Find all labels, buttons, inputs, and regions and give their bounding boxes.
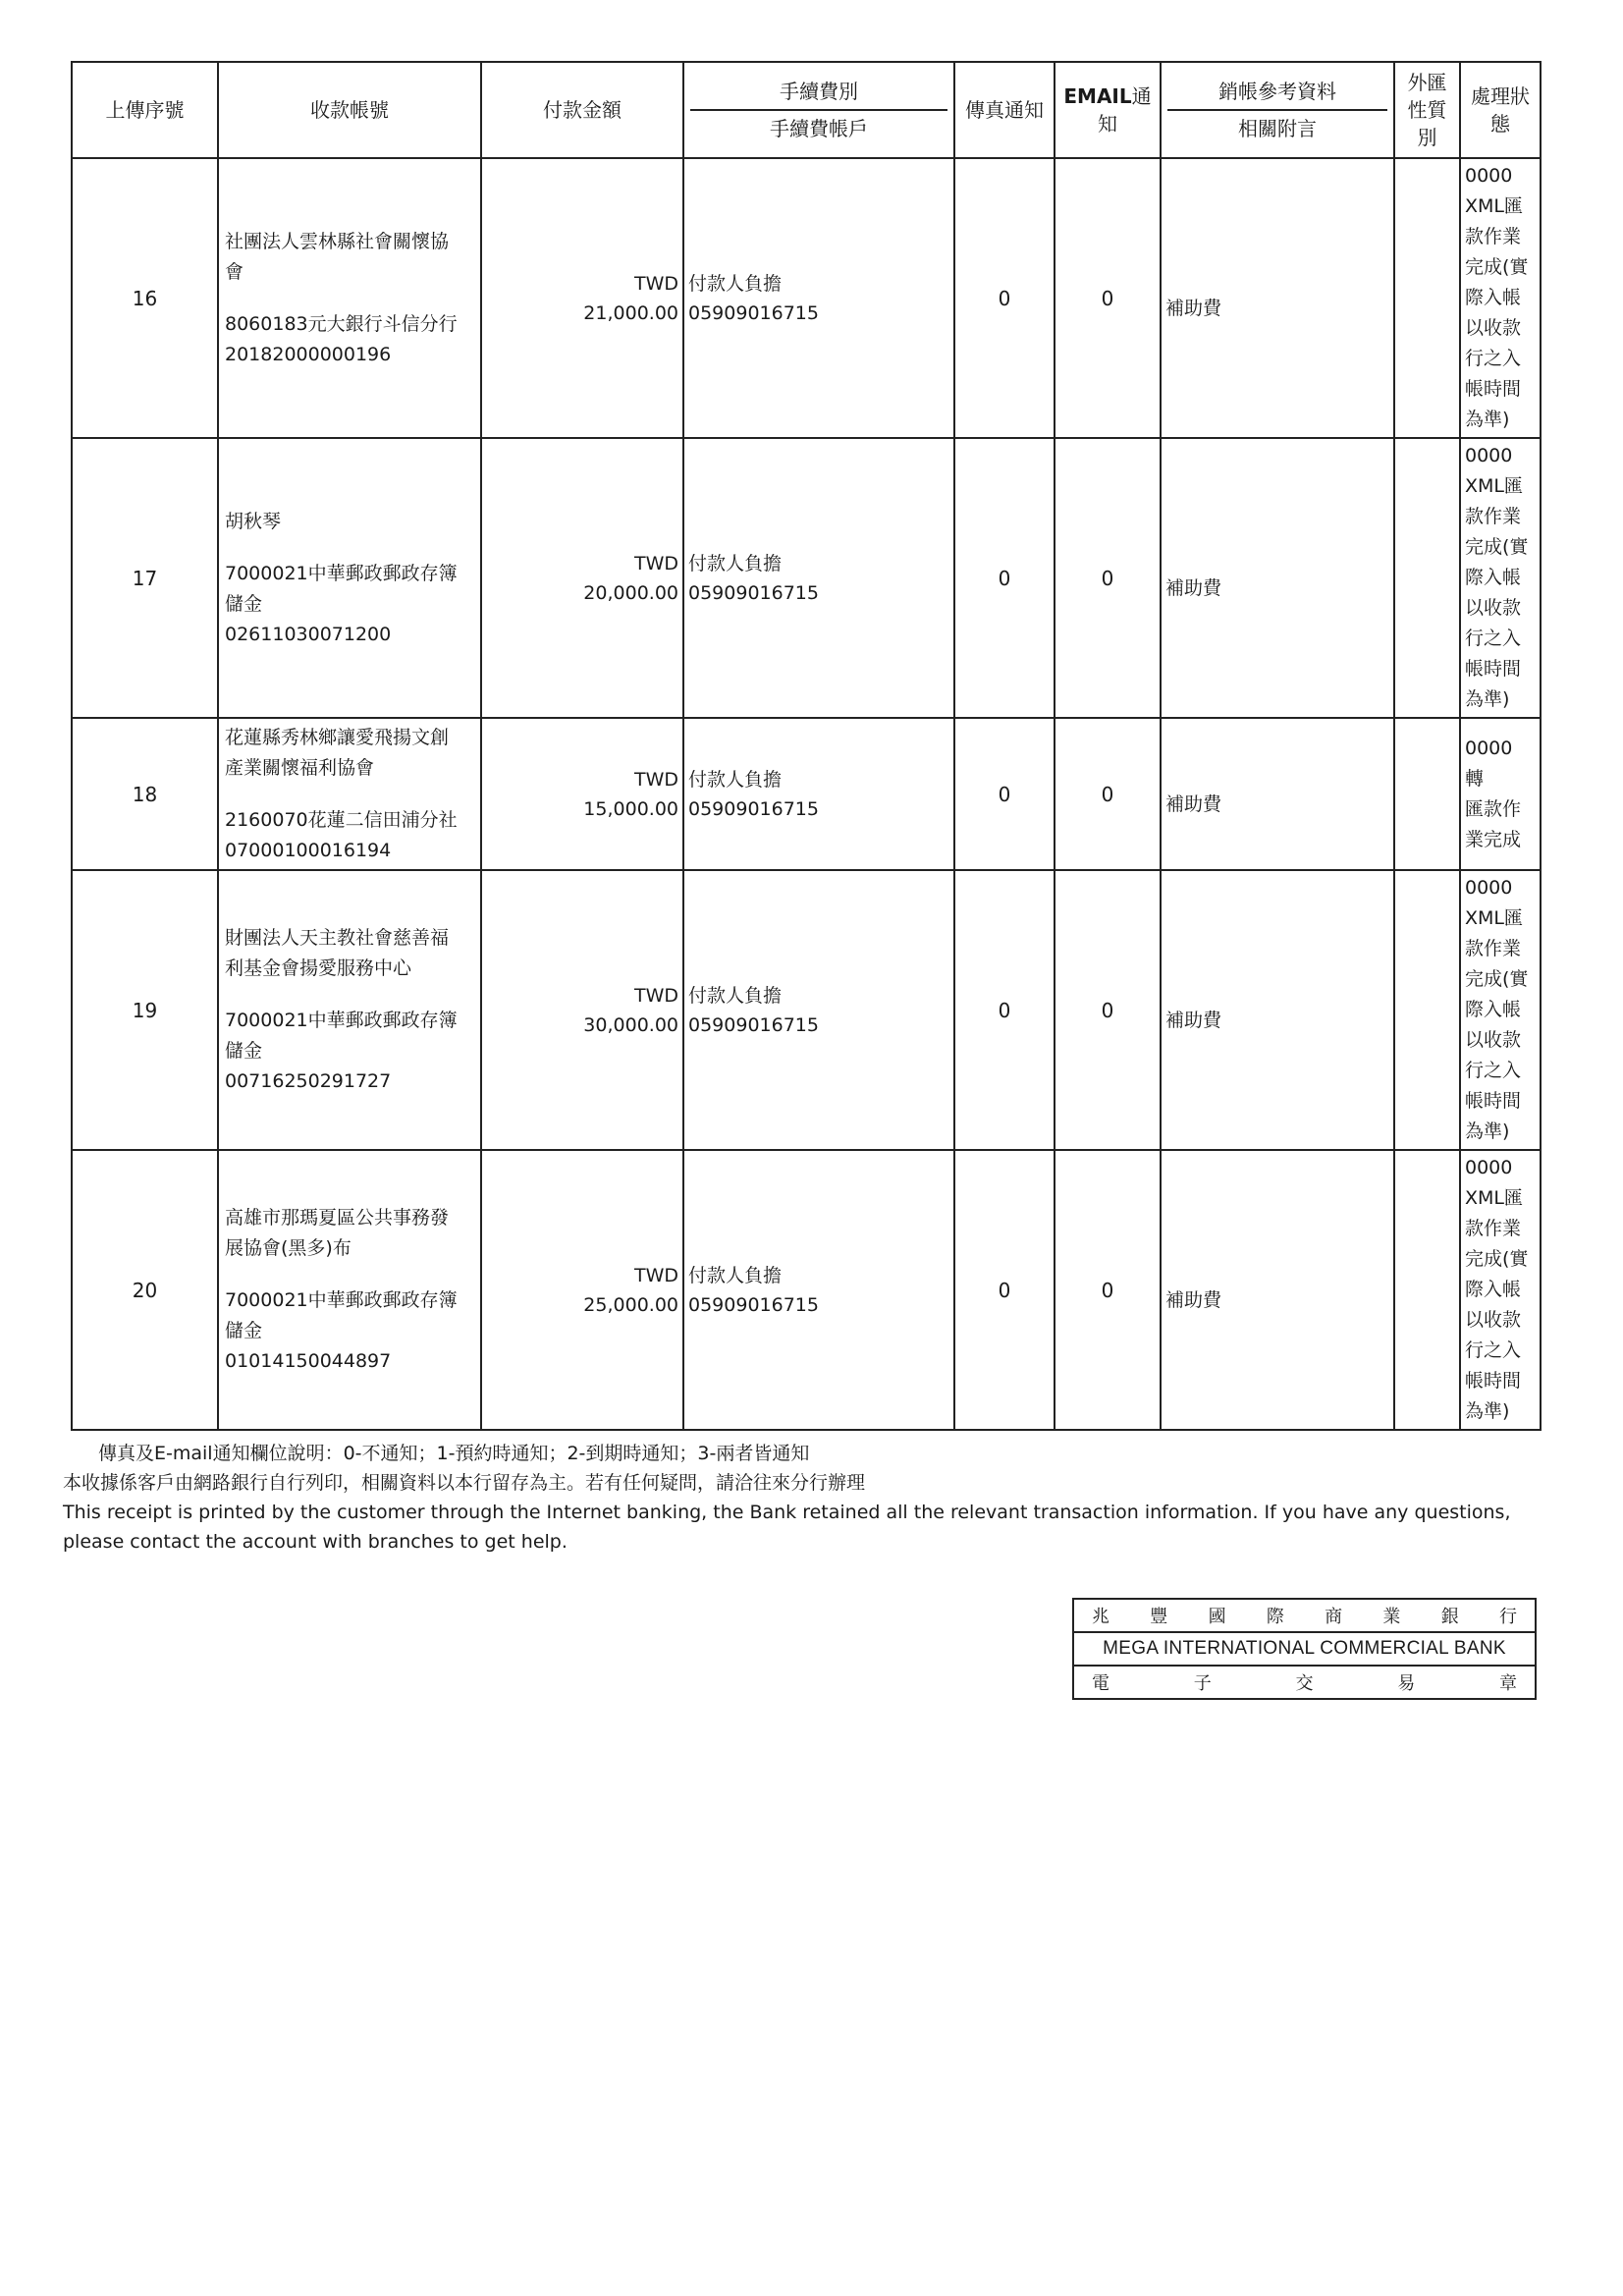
fee-account: 05909016715	[688, 1293, 819, 1316]
col-email	[1055, 62, 1161, 158]
table-header	[72, 62, 1541, 158]
email-notify-cell: 0	[1055, 438, 1161, 718]
currency: TWD	[633, 552, 678, 574]
payee-bank-line1: 2160070花蓮二信田浦分社	[225, 808, 458, 831]
status-line: 際入帳	[1465, 287, 1522, 308]
payee-bank-line1: 7000021中華郵政郵政存簿	[225, 562, 458, 584]
payee-cell	[218, 438, 481, 718]
currency: TWD	[633, 768, 678, 791]
col-fax: 傳真通知	[954, 62, 1055, 158]
status-line: XML匯	[1465, 475, 1523, 497]
footnotes	[63, 1439, 1536, 1557]
status-line: 款作業	[1465, 226, 1522, 247]
stamp-char: 商	[1325, 1607, 1343, 1627]
fee-account: 05909016715	[688, 797, 819, 820]
status-cell	[1460, 158, 1541, 438]
status-line: 帳時間	[1465, 1090, 1522, 1112]
fax-notify-cell: 0	[954, 718, 1055, 870]
fax-notify-cell: 0	[954, 870, 1055, 1150]
disclaimer-en: This receipt is printed by the customer through the Internet banking, the Bank retained all the relevant transaction information. If you have any questions, please contact the account with branches to get help.	[63, 1502, 1511, 1553]
fee-cell	[683, 438, 954, 718]
status-line: XML匯	[1465, 907, 1523, 929]
col-fx-1: 外匯	[1407, 71, 1447, 94]
col-status-2: 態	[1490, 112, 1510, 136]
payee-name-line1: 胡秋琴	[225, 510, 282, 532]
payee-name-line2: 展協會(黑多)布	[225, 1237, 352, 1259]
payee-bank-line1: 7000021中華郵政郵政存簿	[225, 1289, 458, 1311]
stamp-char: 交	[1295, 1673, 1314, 1694]
status-line: 0000 轉	[1465, 737, 1513, 790]
reference-cell: 補助費	[1161, 158, 1394, 438]
col-fx	[1394, 62, 1460, 158]
table-row	[72, 1150, 1541, 1430]
payee-cell	[218, 870, 481, 1150]
payee-cell	[218, 1150, 481, 1430]
currency: TWD	[633, 272, 678, 295]
reference-cell: 補助費	[1161, 718, 1394, 870]
amount-cell	[481, 438, 683, 718]
fee-type: 付款人負擔	[688, 272, 783, 295]
col-fx-2: 性質	[1407, 98, 1447, 122]
status-line: 帳時間	[1465, 658, 1522, 680]
stamp-char: 銀	[1440, 1607, 1459, 1627]
status-line: 際入帳	[1465, 999, 1522, 1020]
stamp-char: 章	[1499, 1673, 1517, 1694]
col-status	[1460, 62, 1541, 158]
bank-electronic-stamp	[1072, 1598, 1537, 1700]
status-line: 0000	[1465, 165, 1513, 187]
payee-account-number: 07000100016194	[225, 839, 392, 861]
status-line: 完成(實	[1465, 968, 1529, 990]
fee-cell	[683, 718, 954, 870]
table-row	[72, 158, 1541, 438]
status-line: XML匯	[1465, 1187, 1523, 1209]
payee-name-line2: 利基金會揚愛服務中心	[225, 957, 412, 979]
status-line: 以收款	[1465, 317, 1522, 339]
seq-cell: 17	[72, 438, 218, 718]
col-ref	[1161, 62, 1394, 158]
status-line: 0000	[1465, 877, 1513, 899]
fee-account: 05909016715	[688, 1013, 819, 1036]
status-line: 以收款	[1465, 597, 1522, 619]
status-line: 為準)	[1465, 688, 1510, 710]
currency: TWD	[633, 1264, 678, 1286]
status-line: 完成(實	[1465, 256, 1529, 278]
table-row	[72, 718, 1541, 870]
email-notify-cell: 0	[1055, 870, 1161, 1150]
payee-name-line1: 花蓮縣秀林鄉讓愛飛揚文創	[225, 726, 450, 748]
fee-cell	[683, 158, 954, 438]
fax-notify-cell: 0	[954, 158, 1055, 438]
col-ref-top: 銷帳參考資料	[1167, 78, 1387, 111]
email-notify-cell: 0	[1055, 158, 1161, 438]
fee-cell	[683, 1150, 954, 1430]
stamp-bank-name-zh	[1074, 1603, 1535, 1628]
payee-account-number: 02611030071200	[225, 623, 392, 645]
stamp-char: 業	[1382, 1607, 1401, 1627]
status-line: 行之入	[1465, 1339, 1522, 1361]
reference-cell: 補助費	[1161, 438, 1394, 718]
status-line: 為準)	[1465, 1400, 1510, 1422]
payee-cell	[218, 158, 481, 438]
stamp-char: 國	[1208, 1607, 1226, 1627]
col-email-b: 通	[1131, 84, 1152, 108]
payee-bank-line1: 7000021中華郵政郵政存簿	[225, 1010, 458, 1031]
col-seq: 上傳序號	[72, 62, 218, 158]
status-cell	[1460, 438, 1541, 718]
status-line: 以收款	[1465, 1309, 1522, 1331]
reference-cell: 補助費	[1161, 870, 1394, 1150]
fx-type-cell	[1394, 1150, 1460, 1430]
payee-bank-line2: 儲金	[225, 1040, 263, 1062]
amount-value: 21,000.00	[583, 301, 678, 324]
fax-notify-cell: 0	[954, 1150, 1055, 1430]
payee-account-number: 20182000000196	[225, 343, 392, 365]
col-email-a: EMAIL	[1063, 84, 1132, 108]
payee-account-number: 00716250291727	[225, 1070, 392, 1092]
seq-cell: 16	[72, 158, 218, 438]
amount-value: 30,000.00	[583, 1013, 678, 1036]
col-account: 收款帳號	[218, 62, 481, 158]
reference-cell: 補助費	[1161, 1150, 1394, 1430]
payee-name-line2: 產業關懷福利協會	[225, 756, 375, 779]
status-line: 帳時間	[1465, 1370, 1522, 1392]
amount-value: 20,000.00	[583, 581, 678, 604]
status-line: 款作業	[1465, 1218, 1522, 1239]
stamp-char: 子	[1193, 1673, 1212, 1694]
fx-type-cell	[1394, 870, 1460, 1150]
stamp-seal-label	[1074, 1669, 1535, 1695]
status-line: 0000	[1465, 445, 1513, 466]
payee-cell	[218, 718, 481, 870]
fee-type: 付款人負擔	[688, 984, 783, 1007]
stamp-char: 際	[1266, 1607, 1284, 1627]
amount-value: 15,000.00	[583, 797, 678, 820]
status-line: 完成(實	[1465, 536, 1529, 558]
status-line: 際入帳	[1465, 567, 1522, 588]
status-line: 匯款作	[1465, 797, 1522, 820]
status-line: 0000	[1465, 1157, 1513, 1178]
stamp-char: 豐	[1150, 1607, 1168, 1627]
status-line: 為準)	[1465, 409, 1510, 430]
fx-type-cell	[1394, 438, 1460, 718]
amount-value: 25,000.00	[583, 1293, 678, 1316]
status-line: 行之入	[1465, 628, 1522, 649]
col-status-1: 處理狀	[1471, 84, 1530, 108]
fee-type: 付款人負擔	[688, 552, 783, 574]
payee-name-line2: 會	[225, 260, 244, 283]
payee-name-line1: 高雄市那瑪夏區公共事務發	[225, 1207, 450, 1229]
col-fx-3: 別	[1417, 126, 1437, 149]
amount-cell	[481, 870, 683, 1150]
fx-type-cell	[1394, 158, 1460, 438]
email-notify-cell: 0	[1055, 718, 1161, 870]
payee-bank-line2: 儲金	[225, 592, 263, 615]
col-amount: 付款金額	[481, 62, 683, 158]
transfer-table	[71, 61, 1542, 1431]
status-line: 帳時間	[1465, 378, 1522, 400]
col-fee-account: 手續費帳戶	[770, 117, 868, 140]
status-line: 行之入	[1465, 348, 1522, 369]
status-line: 際入帳	[1465, 1279, 1522, 1300]
status-line: 以收款	[1465, 1029, 1522, 1051]
status-line: 款作業	[1465, 938, 1522, 959]
disclaimer-zh: 本收據係客戶由網路銀行自行列印，相關資料以本行留存為主。若有任何疑問，請洽往來分行辦理	[63, 1472, 866, 1494]
currency: TWD	[633, 984, 678, 1007]
table-row	[72, 438, 1541, 718]
payee-name-line1: 社團法人雲林縣社會關懷協	[225, 230, 450, 252]
notify-legend: 傳真及E-mail通知欄位說明：0-不通知；1-預約時通知；2-到期時通知；3-兩者皆通知	[98, 1443, 810, 1464]
fee-cell	[683, 870, 954, 1150]
seq-cell: 18	[72, 718, 218, 870]
fee-type: 付款人負擔	[688, 768, 783, 791]
amount-cell	[481, 1150, 683, 1430]
stamp-char: 易	[1397, 1673, 1416, 1694]
fax-notify-cell: 0	[954, 438, 1055, 718]
payee-name-line1: 財團法人天主教社會慈善福	[225, 927, 450, 949]
status-line: 行之入	[1465, 1060, 1522, 1081]
payee-account-number: 01014150044897	[225, 1350, 392, 1372]
seq-cell: 19	[72, 870, 218, 1150]
seq-cell: 20	[72, 1150, 218, 1430]
status-cell	[1460, 1150, 1541, 1430]
status-line: XML匯	[1465, 195, 1523, 217]
stamp-char: 電	[1092, 1673, 1109, 1694]
fee-type: 付款人負擔	[688, 1264, 783, 1286]
status-line: 業完成	[1465, 828, 1522, 850]
fee-account: 05909016715	[688, 581, 819, 604]
status-cell	[1460, 870, 1541, 1150]
payee-bank-line2: 儲金	[225, 1320, 263, 1341]
status-line: 款作業	[1465, 506, 1522, 527]
payee-bank-line1: 8060183元大銀行斗信分行	[225, 312, 458, 335]
col-fee	[683, 62, 954, 158]
col-fee-type: 手續費別	[690, 78, 947, 111]
status-cell	[1460, 718, 1541, 870]
stamp-bank-name-en: MEGA INTERNATIONAL COMMERCIAL BANK	[1074, 1631, 1535, 1667]
col-remark: 相關附言	[1238, 117, 1317, 140]
col-email-c: 知	[1098, 112, 1117, 136]
table-row	[72, 870, 1541, 1150]
amount-cell	[481, 158, 683, 438]
stamp-char: 兆	[1092, 1607, 1109, 1627]
status-line: 完成(實	[1465, 1248, 1529, 1270]
fee-account: 05909016715	[688, 301, 819, 324]
stamp-char: 行	[1498, 1607, 1517, 1627]
amount-cell	[481, 718, 683, 870]
fx-type-cell	[1394, 718, 1460, 870]
status-line: 為準)	[1465, 1121, 1510, 1142]
email-notify-cell: 0	[1055, 1150, 1161, 1430]
